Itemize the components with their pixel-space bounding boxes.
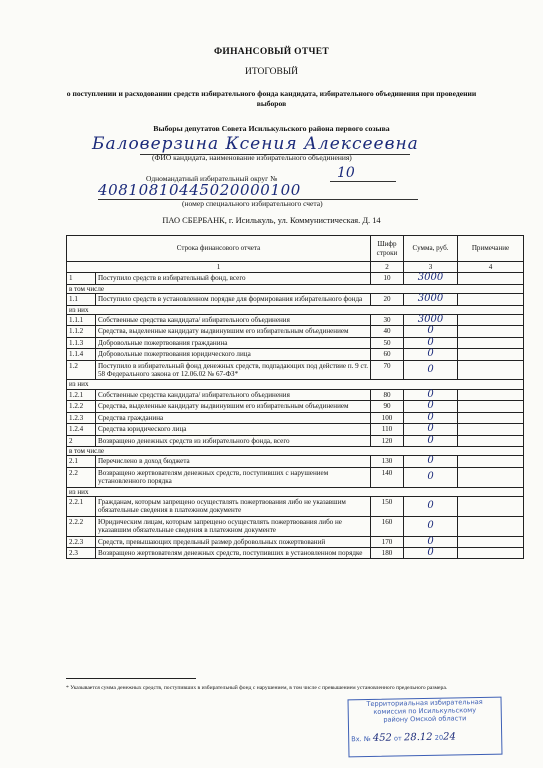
row-number: 1	[67, 273, 96, 284]
row-code: 180	[371, 547, 404, 558]
district-label: Одномандатный избирательный округ №	[146, 174, 278, 183]
col-number-3: 3	[404, 262, 458, 273]
stamp-year: 24	[443, 731, 456, 743]
election-name: Выборы депутатов Совета Исилькульского района первого созыва	[153, 124, 390, 133]
row-code: 170	[371, 536, 404, 547]
table-row	[67, 467, 524, 487]
subheading-text: из них	[67, 487, 524, 496]
row-code: 150	[371, 496, 404, 516]
row-note	[458, 273, 524, 284]
table-header-row	[67, 236, 524, 262]
table-subheading-row	[67, 380, 524, 389]
table-row	[67, 273, 524, 284]
row-number: 1.2.3	[67, 412, 96, 423]
row-number: 1.2.4	[67, 424, 96, 435]
row-description: Поступило в избирательный фонд денежных средств, подпадающих под действие п. 9 ст. 58 Федерального закона от 12.06.02 № 67-ФЗ*	[96, 360, 371, 380]
row-sum-handwritten: 0	[404, 536, 458, 547]
table-row	[67, 424, 524, 435]
row-code: 110	[371, 424, 404, 435]
row-number: 2.2.3	[67, 536, 96, 547]
row-code: 140	[371, 467, 404, 487]
row-note	[458, 467, 524, 487]
row-code: 50	[371, 337, 404, 348]
district-underline	[330, 181, 396, 182]
row-number: 2.1	[67, 456, 96, 467]
row-description: Гражданам, которым запрещено осуществлять пожертвования либо не указавшим обязательные сведения в платежном документе	[96, 496, 371, 516]
row-note	[458, 360, 524, 380]
stamp-reg-number: 452	[372, 732, 392, 744]
table-row	[67, 401, 524, 412]
row-number: 2.3	[67, 547, 96, 558]
row-note	[458, 337, 524, 348]
table-row	[67, 315, 524, 326]
col-number-1: 1	[67, 262, 371, 273]
row-description: Собственные средства кандидата/ избирательного объединения	[96, 315, 371, 326]
row-number: 2	[67, 435, 96, 446]
row-note	[458, 547, 524, 558]
row-code: 10	[371, 273, 404, 284]
row-description: Юридическим лицам, которым запрещено осуществлять пожертвования либо не указавшим обязательные сведения в платежном документе	[96, 516, 371, 536]
row-note	[458, 536, 524, 547]
row-note	[458, 349, 524, 360]
row-number: 2.2.2	[67, 516, 96, 536]
row-sum-handwritten: 3000	[404, 273, 458, 284]
col-number-2: 2	[371, 262, 404, 273]
report-title: ФИНАНСОВЫЙ ОТЧЕТ	[213, 47, 330, 57]
col-header-code: Шифр строки	[371, 236, 404, 262]
row-description: Средства юридического лица	[96, 424, 371, 435]
row-note	[458, 315, 524, 326]
stamp-line-3: району Омской области	[383, 714, 467, 724]
row-note	[458, 516, 524, 536]
row-code: 160	[371, 516, 404, 536]
row-number: 1.2.2	[67, 401, 96, 412]
commission-stamp	[348, 697, 503, 758]
row-code: 70	[371, 360, 404, 380]
row-note	[458, 326, 524, 337]
stamp-line-2: комиссия по Исилькульскому	[373, 706, 477, 716]
row-number: 1.1.1	[67, 315, 96, 326]
row-sum-handwritten: 0	[404, 424, 458, 435]
col-header-row: Строка финансового отчета	[67, 236, 371, 262]
report-description	[0, 89, 543, 109]
subheading-text: в том числе	[67, 284, 524, 293]
table-row	[67, 349, 524, 360]
row-code: 120	[371, 435, 404, 446]
row-description: Возвращено жертвователям денежных средств, поступивших с нарушением установленного порядка	[96, 467, 371, 487]
report-description-text: о поступлении и расходовании средств избирательного фонда кандидата, избирательного объединения при проведении выборов	[66, 89, 477, 108]
candidate-name-caption: (ФИО кандидата, наименование избирательного объединения)	[152, 153, 352, 162]
row-sum-handwritten: 0	[404, 456, 458, 467]
table-colnum-row	[67, 262, 524, 273]
row-sum-handwritten: 0	[404, 360, 458, 380]
row-sum-handwritten: 0	[404, 516, 458, 536]
row-code: 20	[371, 294, 404, 305]
row-code: 90	[371, 401, 404, 412]
row-note	[458, 435, 524, 446]
footnote-divider	[66, 678, 196, 679]
row-note	[458, 412, 524, 423]
subheading-text: из них	[67, 380, 524, 389]
row-note	[458, 496, 524, 516]
row-number: 1.1.4	[67, 349, 96, 360]
row-description: Перечислено в доход бюджета	[96, 456, 371, 467]
row-sum-handwritten: 0	[404, 467, 458, 487]
table-subheading-row	[67, 284, 524, 293]
row-number: 1.2.1	[67, 389, 96, 400]
row-number: 1.1	[67, 294, 96, 305]
table-subheading-row	[67, 446, 524, 455]
row-description: Возвращено денежных средств из избирательного фонда, всего	[96, 435, 371, 446]
account-caption: (номер специального избирательного счета)	[182, 199, 323, 208]
row-description: Поступило средств в избирательный фонд, всего	[96, 273, 371, 284]
account-number-handwritten: 40810810445020000100	[98, 181, 301, 199]
stamp-year-prefix: 20	[434, 733, 444, 742]
stamp-reg-label: Вх. №	[351, 734, 371, 744]
table-row	[67, 389, 524, 400]
row-description: Средства гражданина	[96, 412, 371, 423]
table-row	[67, 360, 524, 380]
row-description: Добровольные пожертвования гражданина	[96, 337, 371, 348]
row-sum-handwritten: 0	[404, 337, 458, 348]
row-sum-handwritten: 0	[404, 389, 458, 400]
row-code: 80	[371, 389, 404, 400]
row-number: 1.1.2	[67, 326, 96, 337]
row-code: 40	[371, 326, 404, 337]
stamp-line-1: Территориальная избирательная	[366, 697, 483, 709]
subheading-text: в том числе	[67, 446, 524, 455]
stamp-date-label: от	[393, 734, 402, 743]
row-number: 2.2.1	[67, 496, 96, 516]
row-sum-handwritten: 0	[404, 412, 458, 423]
col-header-note: Примечание	[458, 236, 524, 262]
table-subheading-row	[67, 305, 524, 314]
row-sum-handwritten: 3000	[404, 315, 458, 326]
row-note	[458, 456, 524, 467]
table-row	[67, 412, 524, 423]
row-sum-handwritten: 3000	[404, 294, 458, 305]
row-sum-handwritten: 0	[404, 547, 458, 558]
row-sum-handwritten: 0	[404, 496, 458, 516]
table-row	[67, 456, 524, 467]
table-row	[67, 516, 524, 536]
row-description: Поступило средств в установленном порядке для формирования избирательного фонда	[96, 294, 371, 305]
row-code: 130	[371, 456, 404, 467]
col-number-4: 4	[458, 262, 524, 273]
table-row	[67, 496, 524, 516]
row-code: 60	[371, 349, 404, 360]
footnote: * Указывается сумма денежных средств, поступивших в избирательный фонд с нарушением, в том числе с превышением установленного предельного размера.	[66, 685, 448, 691]
stamp-registration	[351, 733, 499, 744]
row-sum-handwritten: 0	[404, 401, 458, 412]
table-subheading-row	[67, 487, 524, 496]
stamp-reg-date: 28.12	[403, 731, 433, 744]
bank-name: ПАО СБЕРБАНК, г. Исилькуль, ул. Коммунистическая. Д. 14	[162, 216, 381, 225]
row-sum-handwritten: 0	[404, 435, 458, 446]
row-note	[458, 294, 524, 305]
row-number: 1.1.3	[67, 337, 96, 348]
row-description: Средства, выделенные кандидату выдвинувшим его избирательным объединением	[96, 401, 371, 412]
candidate-name-handwritten: Баловерзина Ксения Алексеевна	[92, 134, 419, 154]
subheading-text: из них	[67, 305, 524, 314]
row-description: Средств, превышающих предельный размер добровольных пожертвований	[96, 536, 371, 547]
table-row	[67, 547, 524, 558]
row-description: Собственные средства кандидата/ избирательного объединения	[96, 389, 371, 400]
row-description: Добровольные пожертвования юридического лица	[96, 349, 371, 360]
row-code: 30	[371, 315, 404, 326]
row-note	[458, 389, 524, 400]
row-number: 2.2	[67, 467, 96, 487]
financial-report-table	[66, 235, 524, 559]
table-row	[67, 337, 524, 348]
row-sum-handwritten: 0	[404, 349, 458, 360]
row-sum-handwritten: 0	[404, 326, 458, 337]
table-row	[67, 536, 524, 547]
row-description: Средства, выделенные кандидату выдвинувшим его избирательным объединением	[96, 326, 371, 337]
row-note	[458, 401, 524, 412]
row-note	[458, 424, 524, 435]
col-header-sum: Сумма, руб.	[404, 236, 458, 262]
report-subtitle: ИТОГОВЫЙ	[245, 67, 298, 77]
table-row	[67, 294, 524, 305]
row-number: 1.2	[67, 360, 96, 380]
table-row	[67, 435, 524, 446]
row-description: Возвращено жертвователям денежных средств, поступивших в установленном порядке	[96, 547, 371, 558]
row-code: 100	[371, 412, 404, 423]
table-row	[67, 326, 524, 337]
district-number: 10	[337, 165, 355, 181]
